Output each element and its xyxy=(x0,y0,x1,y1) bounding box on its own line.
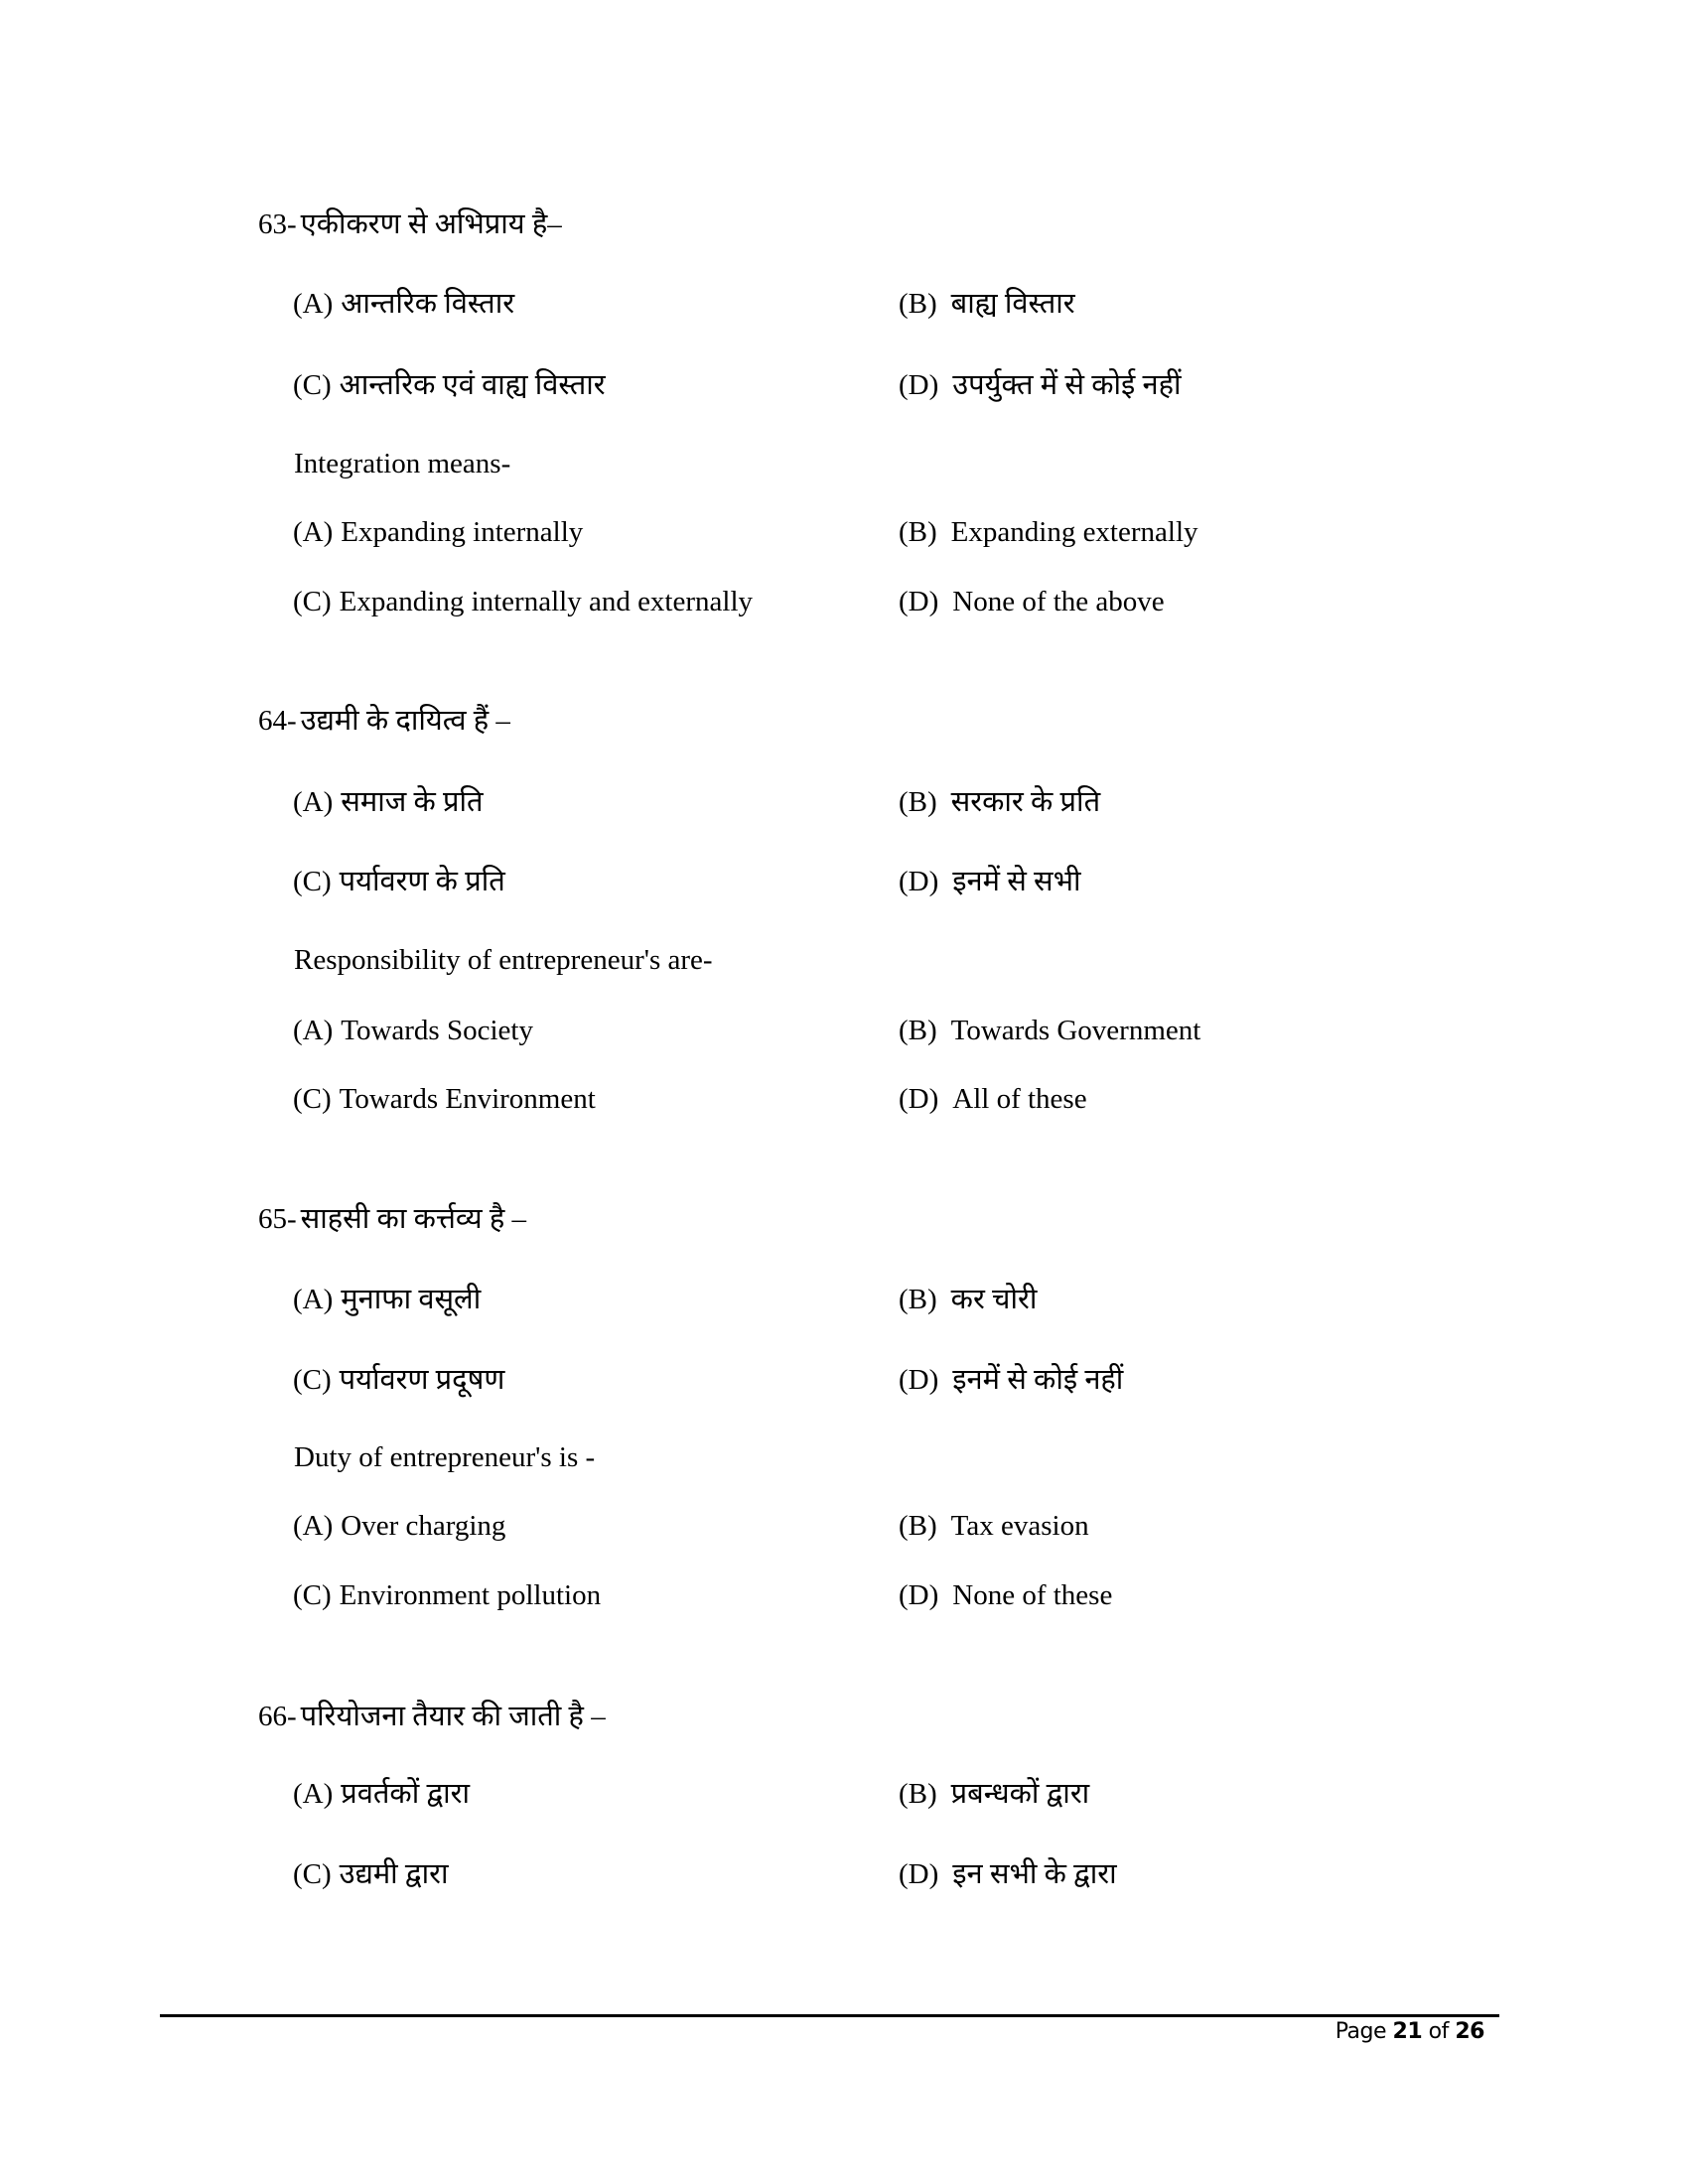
page-current: 21 xyxy=(1392,2019,1423,2044)
option-label: (B) xyxy=(899,1510,937,1542)
option-label: (B) xyxy=(899,1015,937,1046)
option-label: (C) xyxy=(293,1579,332,1611)
option-label: (D) xyxy=(899,586,939,617)
option-c xyxy=(293,1580,601,1610)
question-65-english: Duty of entrepreneur's is - xyxy=(294,1441,596,1473)
page-prefix: Page xyxy=(1335,2019,1387,2044)
option-text: समाज के प्रति xyxy=(341,786,484,818)
option-b xyxy=(899,289,1075,319)
question-number: 63- xyxy=(258,208,297,240)
option-text: पर्यावरण प्रदूषण xyxy=(339,1364,505,1396)
question-number: 64- xyxy=(258,705,297,737)
option-c xyxy=(293,1365,504,1395)
option-c xyxy=(293,1859,449,1889)
option-label: (D) xyxy=(899,369,939,401)
question-text: परियोजना तैयार की जाती है – xyxy=(300,1701,606,1732)
option-text: आन्तरिक एवं वाह्य विस्तार xyxy=(339,369,606,401)
option-label: (C) xyxy=(293,586,332,617)
option-label: (A) xyxy=(293,1015,334,1046)
option-label: (D) xyxy=(899,1858,939,1890)
option-label: (B) xyxy=(899,786,937,818)
question-number: 66- xyxy=(258,1701,297,1732)
question-64-english: Responsibility of entrepreneur's are- xyxy=(294,944,713,976)
option-text: Tax evasion xyxy=(950,1510,1089,1542)
option-label: (D) xyxy=(899,1364,939,1396)
option-b xyxy=(899,787,1100,817)
option-d xyxy=(899,867,1081,896)
option-text: उपर्युक्त में से कोई नहीं xyxy=(952,369,1182,401)
option-text: All of these xyxy=(952,1083,1087,1115)
option-b xyxy=(899,1779,1089,1809)
option-text: None of the above xyxy=(952,586,1165,617)
option-text: उद्यमी द्वारा xyxy=(339,1858,449,1890)
option-label: (D) xyxy=(899,1579,939,1611)
option-a xyxy=(293,1285,481,1314)
option-b xyxy=(899,1511,1089,1541)
option-text: Towards Environment xyxy=(339,1083,596,1115)
question-63-english: Integration means- xyxy=(294,448,511,479)
option-label: (C) xyxy=(293,1083,332,1115)
option-text: Expanding internally and externally xyxy=(339,586,754,617)
option-text: Over charging xyxy=(341,1510,506,1542)
option-label: (C) xyxy=(293,1364,332,1396)
option-label: (A) xyxy=(293,786,334,818)
option-text: इन सभी के द्वारा xyxy=(952,1858,1117,1890)
question-text: एकीकरण से अभिप्राय है– xyxy=(300,208,562,240)
option-label: (D) xyxy=(899,866,939,897)
option-text: आन्तरिक विस्तार xyxy=(341,288,515,320)
option-label: (C) xyxy=(293,1858,332,1890)
option-text: पर्यावरण के प्रति xyxy=(339,866,505,897)
option-text: इनमें से कोई नहीं xyxy=(952,1364,1124,1396)
option-a xyxy=(293,787,484,817)
option-label: (D) xyxy=(899,1083,939,1115)
option-text: Towards Society xyxy=(341,1015,533,1046)
page-total: 26 xyxy=(1455,2019,1484,2044)
option-a xyxy=(293,517,583,547)
option-b xyxy=(899,517,1198,547)
option-text: सरकार के प्रति xyxy=(950,786,1101,818)
option-text: इनमें से सभी xyxy=(952,866,1081,897)
option-label: (B) xyxy=(899,516,937,548)
footer-divider xyxy=(160,2014,1499,2017)
option-c xyxy=(293,370,606,400)
option-label: (B) xyxy=(899,288,937,320)
option-label: (A) xyxy=(293,1284,334,1315)
option-text: Towards Government xyxy=(950,1015,1201,1046)
option-text: प्रवर्तकों द्वारा xyxy=(341,1778,471,1810)
option-label: (A) xyxy=(293,1778,334,1810)
option-a xyxy=(293,1016,533,1045)
option-label: (C) xyxy=(293,369,332,401)
option-d xyxy=(899,370,1182,400)
option-a xyxy=(293,289,514,319)
option-text: None of these xyxy=(952,1579,1113,1611)
option-b xyxy=(899,1285,1037,1314)
question-66-hindi xyxy=(258,1702,606,1731)
option-text: प्रबन्धकों द्वारा xyxy=(950,1778,1090,1810)
option-c xyxy=(293,867,505,896)
option-text: मुनाफा वसूली xyxy=(341,1284,482,1315)
option-label: (C) xyxy=(293,866,332,897)
option-d xyxy=(899,587,1165,616)
question-text: उद्यमी के दायित्व हैं – xyxy=(300,705,510,737)
option-label: (A) xyxy=(293,516,334,548)
question-64-hindi xyxy=(258,706,510,736)
question-63-hindi xyxy=(258,209,562,239)
option-b xyxy=(899,1016,1200,1045)
option-label: (A) xyxy=(293,1510,334,1542)
option-text: Expanding internally xyxy=(341,516,584,548)
option-label: (B) xyxy=(899,1778,937,1810)
option-d xyxy=(899,1365,1123,1395)
option-a xyxy=(293,1511,505,1541)
option-text: कर चोरी xyxy=(950,1284,1038,1315)
option-c xyxy=(293,587,753,616)
page-number xyxy=(1336,2018,1484,2046)
option-label: (A) xyxy=(293,288,334,320)
option-d xyxy=(899,1859,1117,1889)
option-d xyxy=(899,1580,1112,1610)
option-a xyxy=(293,1779,470,1809)
question-65-hindi xyxy=(258,1204,526,1234)
page-of: of xyxy=(1428,2019,1449,2044)
option-text: बाह्य विस्तार xyxy=(950,288,1075,320)
option-c xyxy=(293,1084,596,1114)
option-d xyxy=(899,1084,1087,1114)
question-number: 65- xyxy=(258,1203,297,1235)
option-text: Environment pollution xyxy=(339,1579,602,1611)
option-text: Expanding externally xyxy=(950,516,1198,548)
option-label: (B) xyxy=(899,1284,937,1315)
question-text: साहसी का कर्त्तव्य है – xyxy=(300,1203,527,1235)
